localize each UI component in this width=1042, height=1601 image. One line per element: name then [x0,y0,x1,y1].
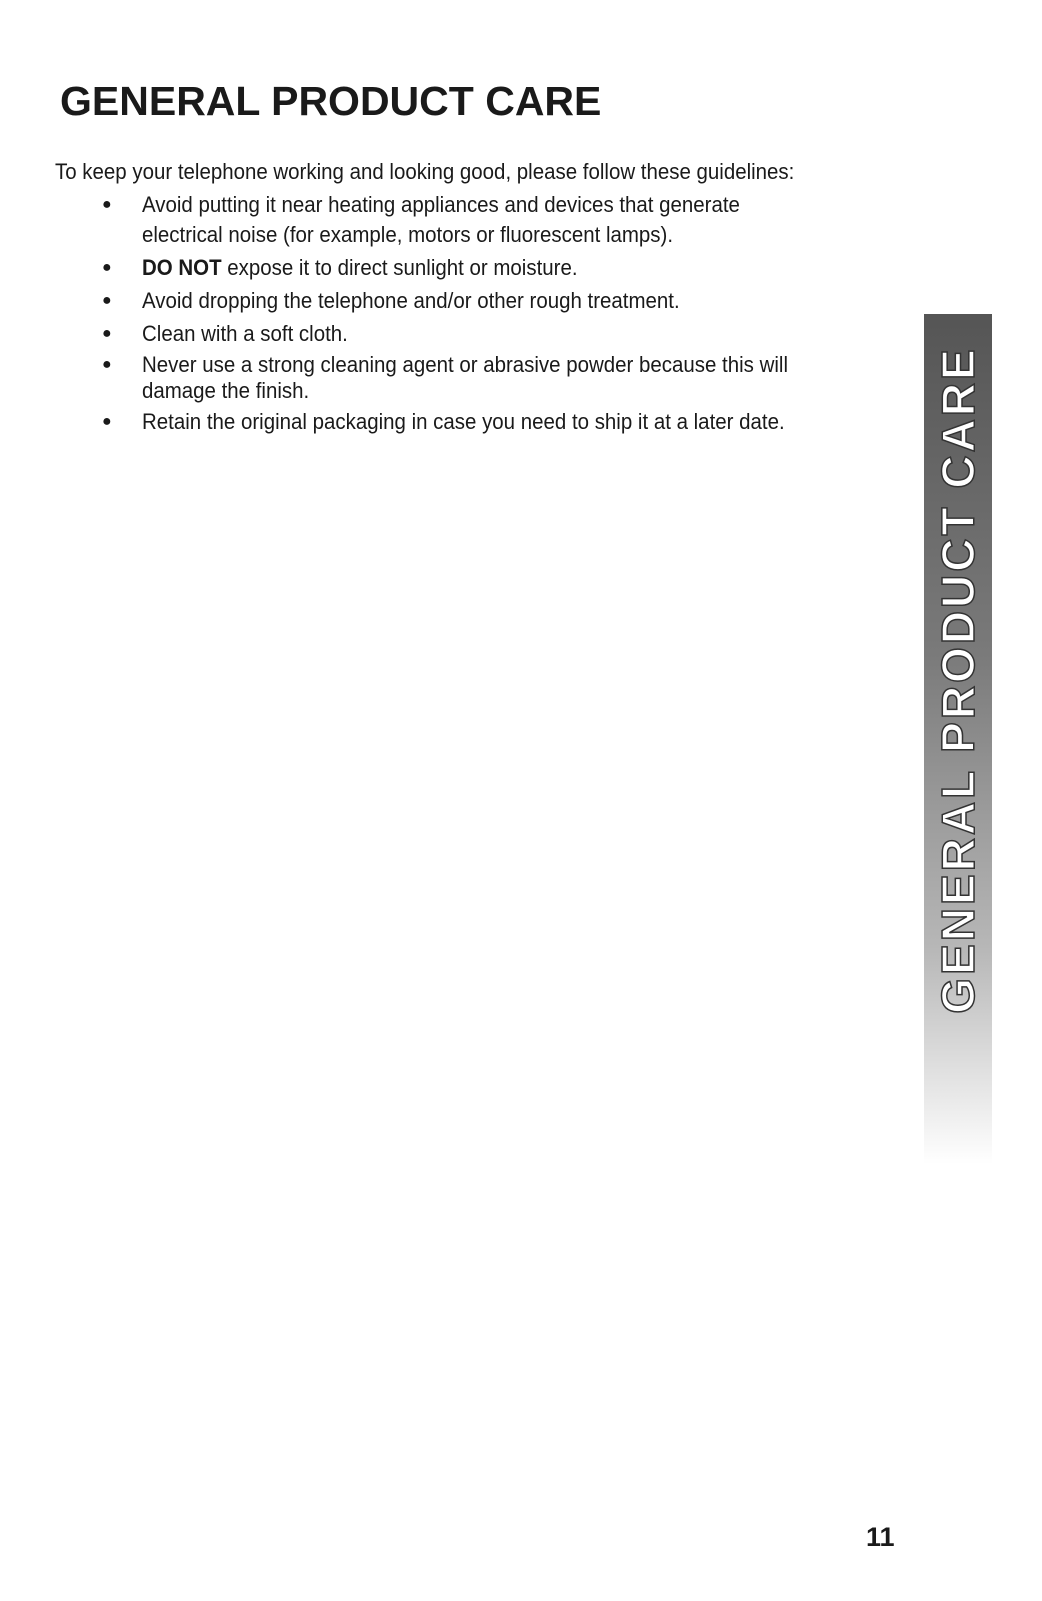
list-item-text: Clean with a soft cloth. [142,321,348,346]
list-item [100,352,900,404]
bullet-icon: ● [102,292,112,309]
guidelines-list [100,190,900,440]
page-title: GENERAL PRODUCT CARE [60,78,602,124]
list-item [100,286,900,316]
list-item-text: Retain the original packaging in case you need to ship it at a later date. [142,409,785,434]
do-not-emphasis: DO NOT [142,255,222,280]
list-item-text-continued: damage the finish. [142,378,310,403]
page-number: 11 [866,1522,895,1552]
intro-text: To keep your telephone working and looking good, please follow these guidelines: [55,159,795,184]
bullet-icon: ● [102,356,112,373]
bullet-icon: ● [102,413,112,430]
section-side-tab-label: GENERAL PRODUCT CARE [932,346,984,1014]
bullet-icon: ● [102,196,112,213]
list-item-text: Avoid dropping the telephone and/or other rough treatment. [142,288,680,313]
list-item [100,190,900,250]
list-item [100,407,900,437]
list-item [100,253,900,283]
list-item-text: Avoid putting it near heating appliances and devices that generate [142,192,740,217]
bullet-icon: ● [102,259,112,276]
list-item [100,319,900,349]
list-item-text: Never use a strong cleaning agent or abrasive powder because this will [142,352,789,377]
list-item-text: expose it to direct sunlight or moisture. [221,255,578,280]
list-item-text-continued: electrical noise (for example, motors or fluorescent lamps). [142,222,674,247]
bullet-icon: ● [102,325,112,342]
